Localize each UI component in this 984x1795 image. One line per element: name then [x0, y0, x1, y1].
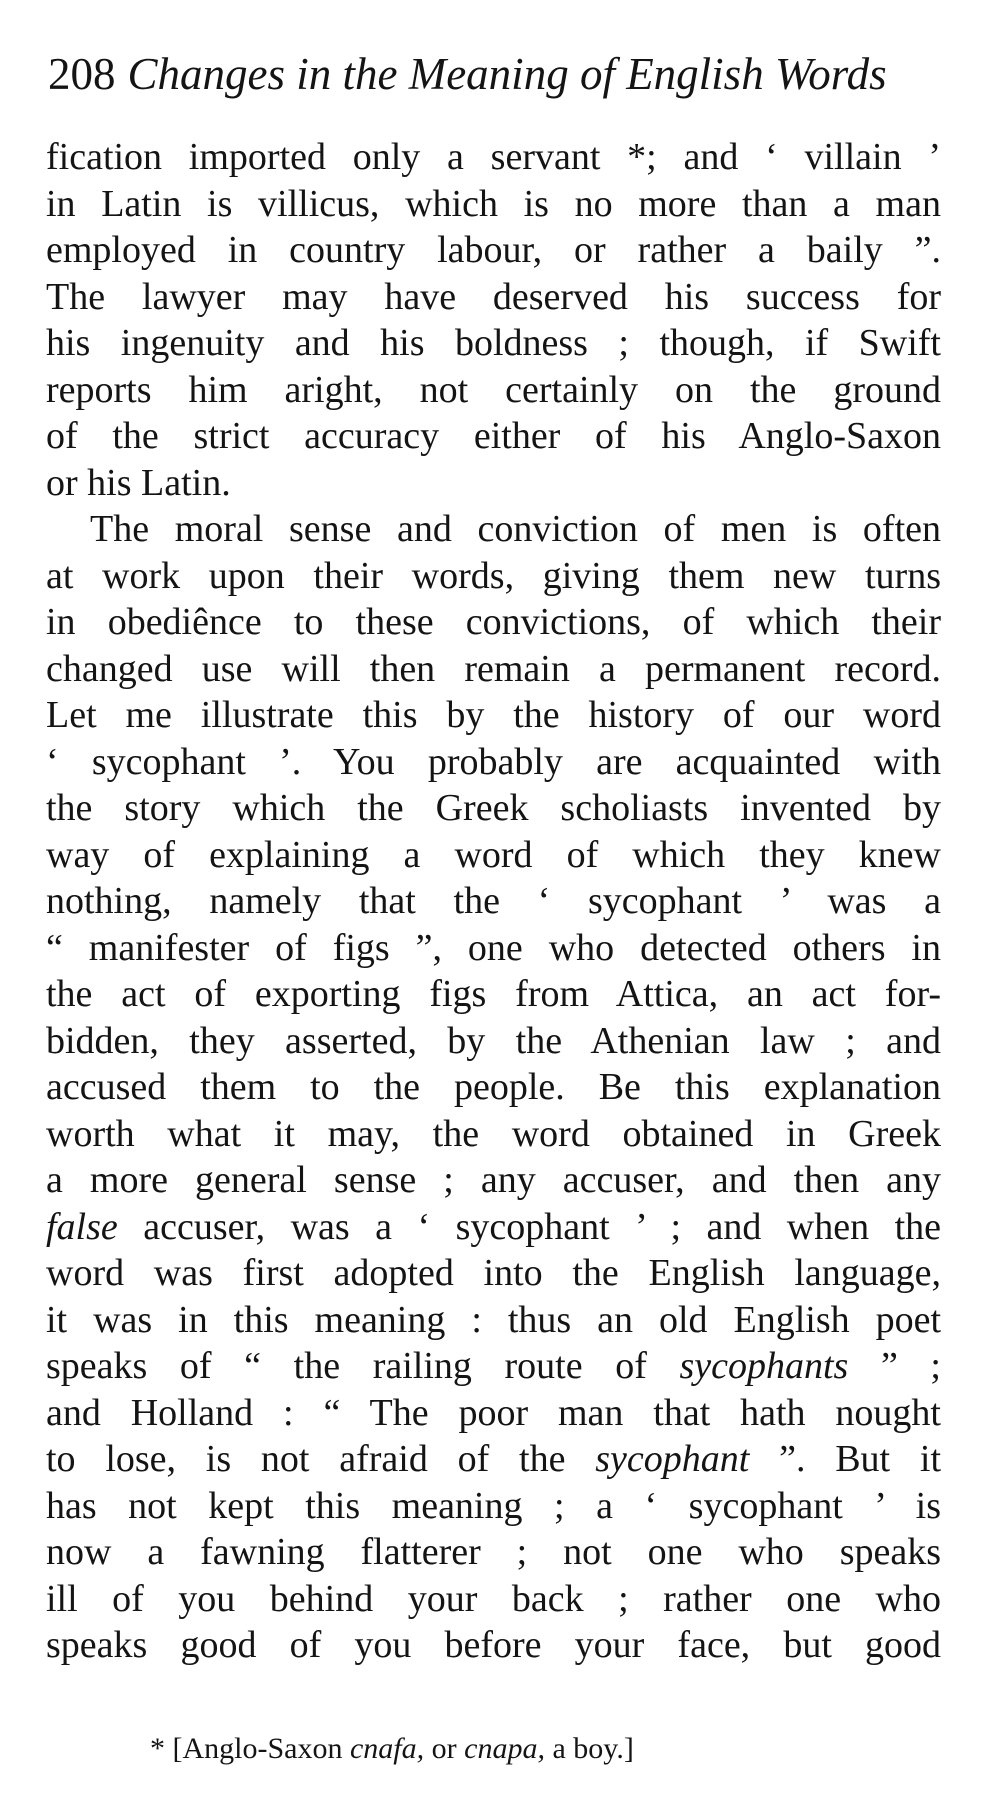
- text-line-18: “ manifester of figs ”, one who detected others in: [46, 926, 941, 969]
- footnote-italic: cnapa,: [464, 1732, 545, 1765]
- text-line-33: speaks good of you before your face, but good: [46, 1624, 941, 1666]
- text-line-6: reports him aright, not certainly on the ground: [46, 368, 941, 411]
- running-title: Changes in the Meaning of English Words: [127, 49, 887, 99]
- page-number: 208: [48, 49, 116, 99]
- text-line-30: has not kept this meaning ; a ‘ sycophant ’ is: [46, 1484, 941, 1527]
- text-line-21: accused them to the people. Be this explanation: [46, 1066, 941, 1108]
- text-line-10: at work upon their words, giving them new turns: [46, 554, 941, 597]
- footnote: * [Anglo-Saxon cnafa, or cnapa, a boy.]: [150, 1732, 634, 1765]
- text-line-28: and Holland : “ The poor man that hath nought: [46, 1391, 941, 1434]
- italic-word: sycophants: [679, 1345, 849, 1387]
- text-line-14: ‘ sycophant ’. You probably are acquainted with: [46, 740, 941, 783]
- text-line-1: fication imported only a servant *; and ‘ villain ’: [46, 136, 941, 178]
- text-line-11: in obediênce to these convictions, of which their: [46, 601, 941, 643]
- text-line-9: The moral sense and conviction of men is often: [90, 508, 941, 550]
- footnote-italic: cnafa,: [349, 1732, 425, 1765]
- text-line-31: now a fawning flatterer ; not one who speaks: [46, 1531, 941, 1573]
- text-line-5: his ingenuity and his boldness ; though, if Swift: [46, 322, 941, 364]
- text-line-8: or his Latin.: [46, 461, 231, 504]
- text-line-22: worth what it may, the word obtained in Greek: [46, 1112, 941, 1155]
- text-line-17: nothing, namely that the ‘ sycophant ’ was a: [46, 880, 941, 922]
- italic-word: false: [46, 1205, 118, 1248]
- text-line-27: speaks of “ the railing route of sycophants ” ;: [46, 1345, 941, 1387]
- text-line-4: The lawyer may have deserved his success for: [46, 275, 941, 318]
- running-header: [48, 44, 958, 104]
- text-line-32: ill of you behind your back ; rather one who: [46, 1577, 941, 1620]
- text-line-24: false accuser, was a ‘ sycophant ’ ; and when the: [46, 1205, 941, 1248]
- text-line-19: the act of exporting figs from Attica, an act for-: [46, 973, 941, 1015]
- text-line-15: the story which the Greek scholiasts invented by: [46, 787, 941, 829]
- text-line-13: Let me illustrate this by the history of our word: [46, 694, 941, 736]
- text-line-20: bidden, they asserted, by the Athenian law ; and: [46, 1019, 941, 1062]
- text-line-3: employed in country labour, or rather a baily ”.: [46, 229, 941, 271]
- text-line-2: in Latin is villicus, which is no more than a man: [46, 182, 941, 225]
- text-line-23: a more general sense ; any accuser, and then any: [46, 1159, 941, 1201]
- text-line-26: it was in this meaning : thus an old English poet: [46, 1298, 941, 1341]
- text-line-7: of the strict accuracy either of his Anglo-Saxon: [46, 415, 941, 457]
- body-text: [46, 134, 941, 1669]
- text-line-16: way of explaining a word of which they knew: [46, 833, 941, 876]
- text-line-25: word was first adopted into the English language,: [46, 1252, 941, 1294]
- italic-word: sycophant: [595, 1438, 750, 1480]
- text-line-29: to lose, is not afraid of the sycophant ”. But it: [46, 1438, 941, 1480]
- text-line-12: changed use will then remain a permanent record.: [46, 647, 941, 690]
